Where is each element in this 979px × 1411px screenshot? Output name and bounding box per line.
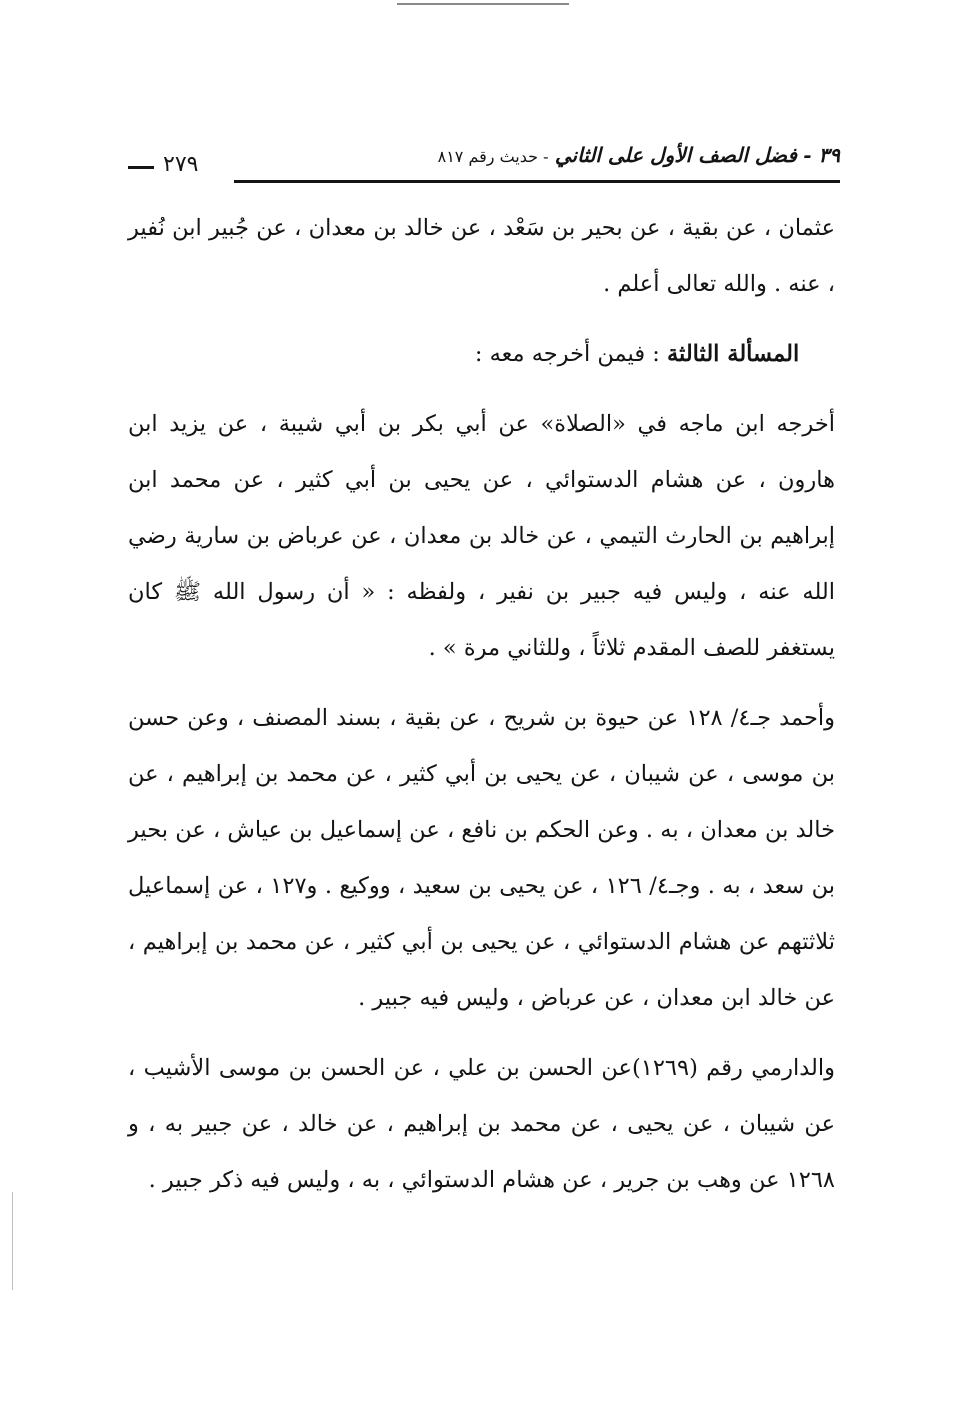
paragraph-1: عثمان ، عن بقية ، عن بحير بن سَعْد ، عن خالد بن معدان ، عن جُبير ابن نُفير ، عنه . والله تعالى أعلم . — [128, 215, 835, 297]
page-number-dash — [128, 166, 154, 169]
top-decorative-rule — [397, 3, 569, 5]
page-header — [128, 140, 840, 192]
paragraph-2 — [128, 326, 835, 382]
page-body — [128, 200, 835, 1208]
paragraph-4: وأحمد جـ٤/ ١٢٨ عن حيوة بن شريح ، عن بقية ، بسند المصنف ، وعن حسن بن موسى ، عن شيبان ، عن يحيى بن أبي كثير ، عن محمد بن إبراهيم ، عن خالد بن معدان ، به . وعن الحكم بن نافع ، عن إسماعيل بن عياش ، عن بحير بن سعد ، به . وجـ٤/ ١٢٦ ، عن يحيى بن سعيد ، ووكيع . و١٢٧ ، عن إسماعيل ثلاثتهم عن هشام الدستوائي ، عن يحيى بن أبي كثير ، عن محمد بن إبراهيم ، عن خالد ابن معدان ، عن عرباض ، وليس فيه جبير . — [128, 705, 836, 1011]
chapter-title: فضل الصف الأول على الثاني — [554, 143, 797, 167]
section-heading: المسألة الثالثة — [666, 341, 800, 367]
section-heading-rest: : فيمن أخرجه معه : — [474, 341, 660, 367]
chapter-number: ٣٩ - — [803, 143, 840, 167]
running-title — [438, 145, 840, 165]
hadith-reference: - حديث رقم ٨١٧ — [437, 147, 549, 166]
scan-margin-line — [12, 1192, 13, 1290]
paragraph-3: أخرجه ابن ماجه في «الصلاة» عن أبي بكر بن أبي شيبة ، عن يزيد ابن هارون ، عن هشام الدستوائي ، عن يحيى بن أبي كثير ، عن محمد ابن إبراهيم بن الحارث التيمي ، عن خالد بن معدان ، عن عرباض بن سارية رضي الله عنه ، وليس فيه جبير بن نفير ، ولفظه : « أن رسول الله ﷺ كان يستغفر للصف المقدم ثلاثاً ، وللثاني مرة » . — [128, 411, 835, 661]
paragraph-5: والدارمي رقم (١٢٦٩)عن الحسن بن علي ، عن الحسن بن موسى الأشيب ، عن شيبان ، عن يحيى ، عن محمد بن إبراهيم ، عن خالد ، عن جبير به ، و ١٢٦٨ عن وهب بن جرير ، عن هشام الدستوائي ، به ، وليس فيه ذكر جبير . — [128, 1055, 835, 1193]
header-rule — [234, 180, 840, 183]
page-number: ٢٧٩ — [163, 152, 199, 177]
